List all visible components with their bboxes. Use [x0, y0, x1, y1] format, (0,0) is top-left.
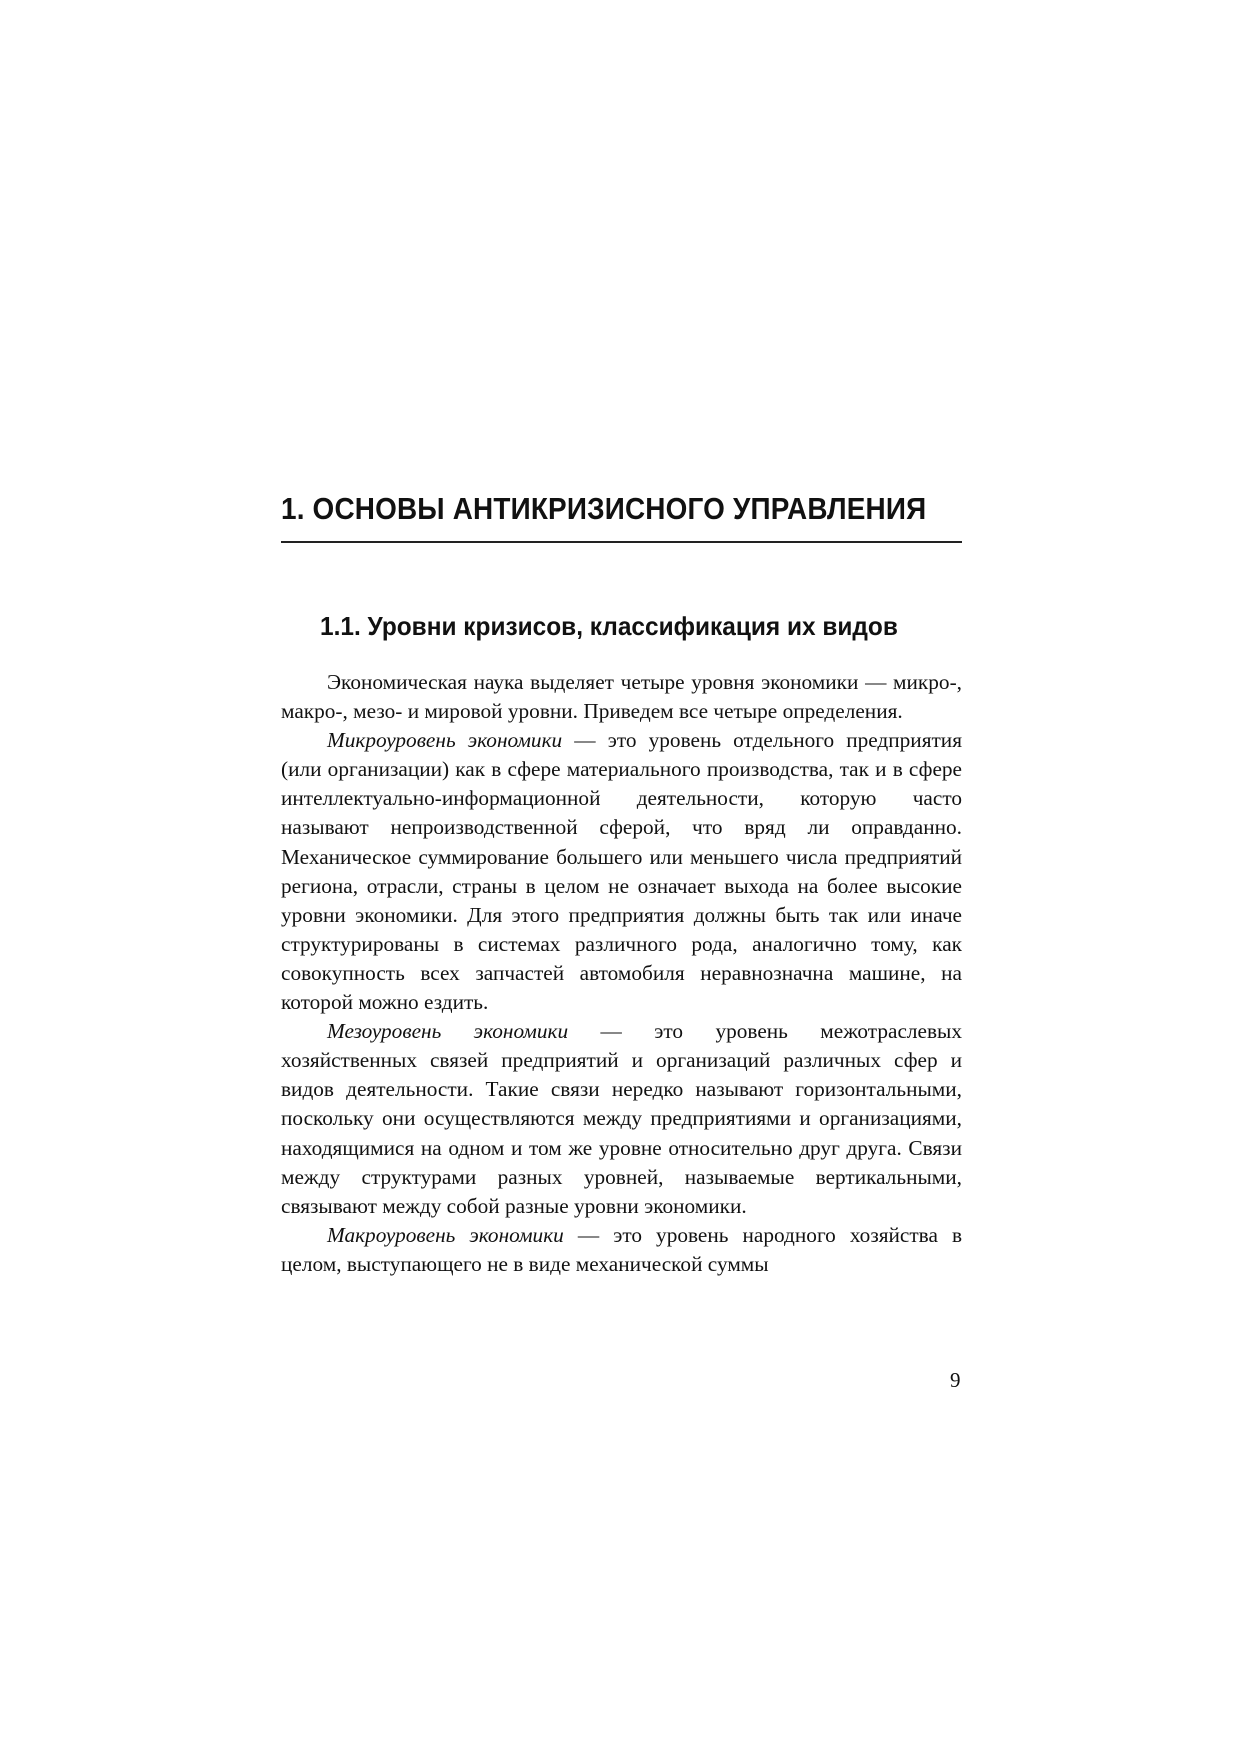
paragraph-intro — [281, 668, 962, 726]
body-text — [281, 668, 962, 1279]
paragraph-micro-level — [281, 726, 962, 1017]
paragraph-text: — это уровень отдельного предприятия (или организации) как в сфере материального производства, так и в сфере интеллектуально-информационной деятельности, которую часто называют непроизводственной сферой, что вряд ли оправданно. Механическое суммирование большего или меньшего числа предприятий региона, отрасли, страны в целом не означает выхода на более высокие уровни экономики. Для этого предприятия должны быть так или иначе структурированы в системах различного рода, аналогично тому, как совокупность всех запчастей автомобиля неравнозначна машине, на которой можно ездить. — [281, 728, 962, 1015]
paragraph-meso-level — [281, 1017, 962, 1221]
paragraph-term: Мезоуровень экономики — [327, 1019, 569, 1044]
page-number: 9 — [950, 1368, 961, 1392]
paragraph-macro-level — [281, 1221, 962, 1279]
chapter-title: 1. ОСНОВЫ АНТИКРИЗИСНОГО УПРАВЛЕНИЯ — [281, 491, 927, 526]
paragraph-term: Микроуровень экономики — [327, 728, 563, 753]
paragraph-text: — это уровень межотраслевых хозяйственных связей предприятий и организаций различных сфер и видов деятельности. Такие связи нередко называют горизонтальными, поскольку они осуществляются между предприятиями и организациями, находящимися на одном и том же уровне относительно друг друга. Связи между структурами разных уровней, называемые вертикальными, связывают между собой разные уровни экономики. — [281, 1019, 962, 1218]
chapter-title-underline — [281, 541, 962, 543]
paragraph-text: — это уровень народного хозяйства в целом, выступающего не в виде механической суммы — [281, 1222, 962, 1276]
section-title: 1.1. Уровни кризисов, классификация их видов — [320, 611, 898, 641]
paragraph-text: Экономическая наука выделяет четыре уровня экономики — микро-, макро-, мезо- и мировой уровни. Приведем все четыре определения. — [281, 670, 962, 724]
paragraph-term: Макроуровень экономики — [327, 1222, 564, 1247]
